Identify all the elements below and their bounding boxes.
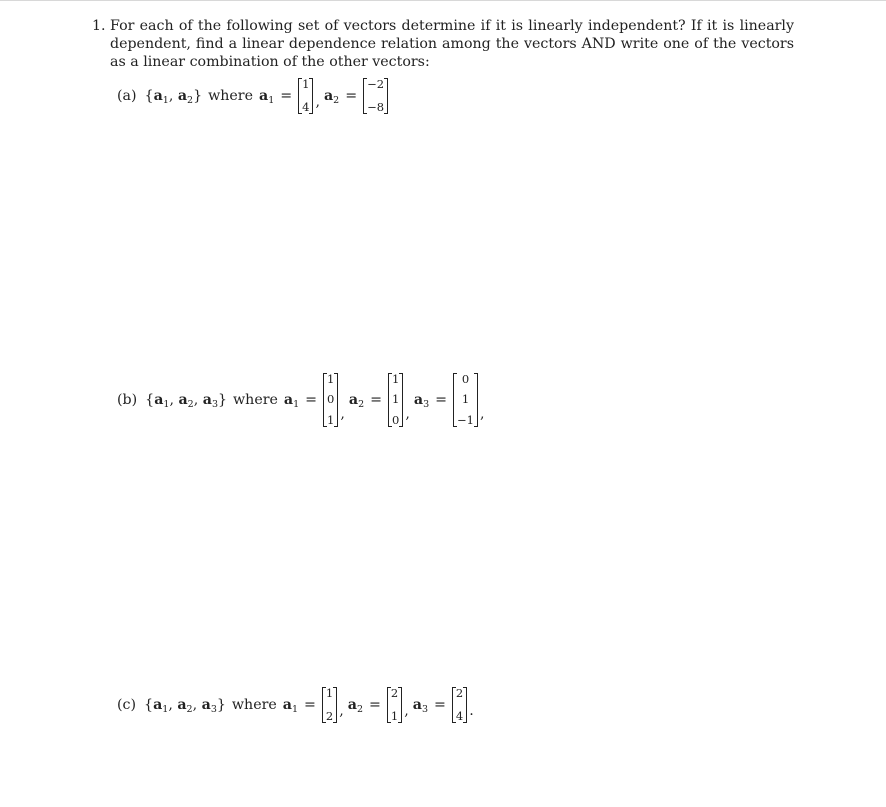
- entry: 2: [455, 686, 464, 700]
- equals-sign: =: [433, 697, 446, 713]
- entry: −1: [457, 412, 474, 427]
- entry: −2: [367, 77, 385, 91]
- part-b-vector-a2: [388, 373, 403, 427]
- equals-sign: =: [280, 88, 293, 104]
- equals-sign: =: [305, 392, 318, 408]
- entry: 2: [325, 708, 334, 723]
- part-a-vector-a2: [363, 78, 388, 114]
- comma: ,: [405, 406, 410, 422]
- entry: 1: [327, 412, 335, 427]
- part-c-vector-a1: [322, 687, 337, 723]
- part-b-label: (b): [117, 392, 138, 408]
- part-a-a1-name: $a_1$: [258, 88, 275, 106]
- equals-sign: =: [370, 392, 383, 408]
- entry: 0: [461, 372, 470, 386]
- trailing-punctuation: .: [469, 703, 474, 719]
- part-a-where: where: [208, 88, 253, 104]
- comma: ,: [339, 703, 344, 719]
- part-b-vector-a1: [323, 373, 338, 427]
- part-a: [117, 76, 388, 116]
- part-b-vector-a3: [453, 373, 478, 427]
- comma: ,: [404, 703, 409, 719]
- part-c-a1-name: $a_1$: [282, 697, 299, 715]
- part-b-a2-name: $a_2$: [348, 392, 365, 410]
- part-c-vector-a3: [452, 687, 467, 723]
- entry: 1: [325, 686, 334, 700]
- part-c-where: where: [231, 697, 277, 713]
- entry: 2: [390, 686, 399, 700]
- part-b: [117, 372, 488, 428]
- part-c-vector-a2: [387, 687, 402, 723]
- part-c-a3-name: $a_3$: [412, 697, 428, 715]
- entry: −8: [367, 99, 385, 114]
- entry: 4: [455, 708, 464, 723]
- trailing-punctuation: ,: [479, 406, 485, 422]
- part-a-vector-a1: [298, 78, 313, 114]
- comma: ,: [340, 406, 345, 422]
- entry: 4: [302, 99, 310, 114]
- entry: 1: [392, 392, 400, 407]
- part-c-label: (c): [117, 697, 137, 713]
- entry: 1: [302, 77, 310, 91]
- equals-sign: =: [345, 88, 358, 104]
- problem-statement: For each of the following set of vectors determine if it is linearly independent? If it is linearly dependent, find a linear dependence relation among the vectors AND write one of the vectors as a linear combination of the other vectors:: [110, 18, 794, 70]
- entry: 1: [461, 392, 470, 407]
- part-c-set: {$a_1$, $a_2$, $a_3$}: [144, 697, 226, 715]
- part-a-set: {$a_1$, $a_2$}: [144, 88, 203, 106]
- entry: 1: [392, 372, 400, 386]
- part-c: [117, 685, 478, 725]
- equals-sign: =: [304, 697, 316, 713]
- part-b-set: {$a_1$, $a_2$, $a_3$}: [145, 392, 228, 410]
- top-rule: [0, 0, 886, 1]
- problem-number: 1.: [92, 18, 106, 34]
- equals-sign: =: [435, 392, 447, 408]
- part-b-a1-name: $a_1$: [283, 392, 300, 410]
- part-c-a2-name: $a_2$: [347, 697, 363, 715]
- entry: 0: [392, 412, 400, 427]
- part-b-where: where: [233, 392, 278, 408]
- entry: 1: [327, 372, 335, 386]
- entry: 0: [327, 392, 335, 407]
- comma: ,: [315, 94, 320, 110]
- part-a-a2-name: $a_2$: [323, 88, 340, 106]
- part-a-label: (a): [117, 88, 137, 104]
- part-b-a3-name: $a_3$: [413, 392, 430, 410]
- equals-sign: =: [369, 697, 381, 713]
- entry: 1: [390, 708, 399, 723]
